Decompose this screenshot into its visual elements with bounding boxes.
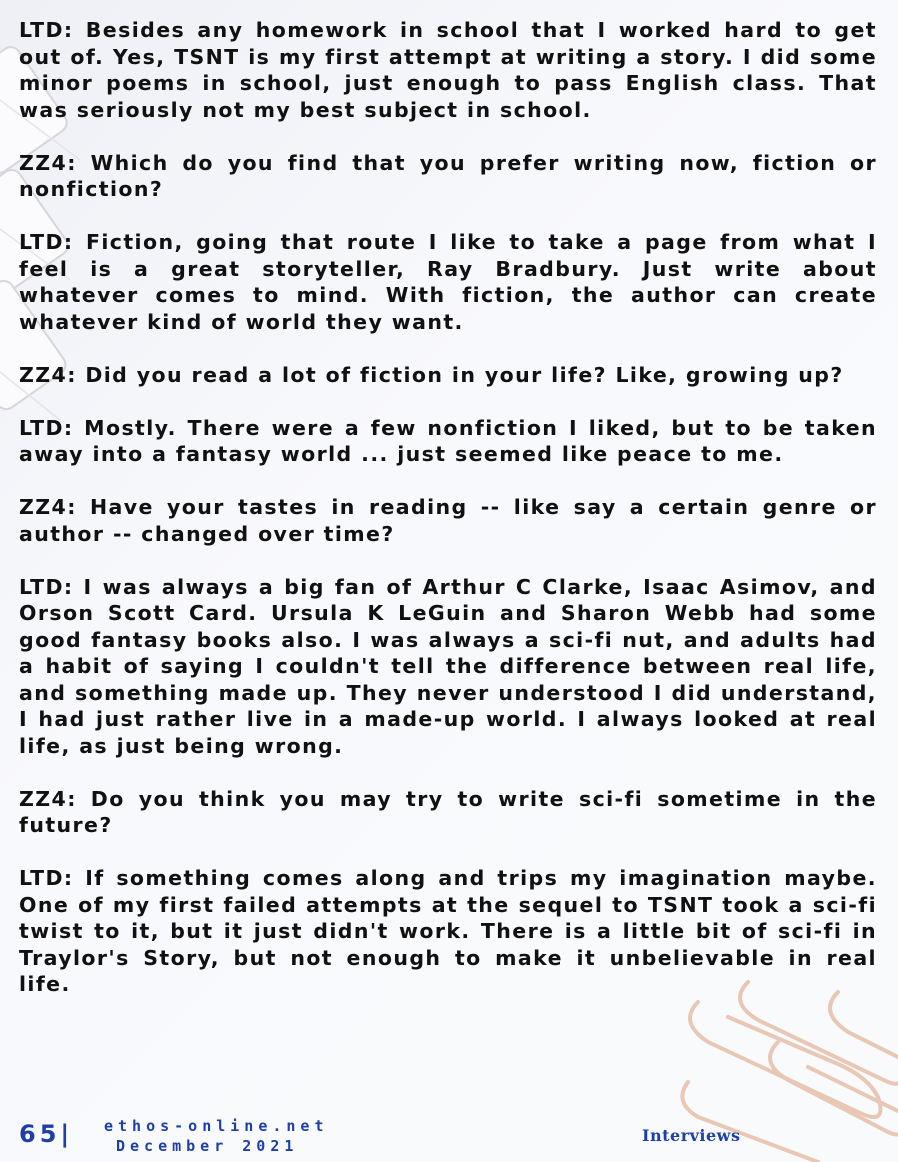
interview-article — [19, 17, 877, 1024]
paragraph: LTD: I was always a big fan of Arthur C Clarke, Isaac Asimov, and Orson Scott Card. Ursula K LeGuin and Sharon Webb had some good fantasy books also. I was always a sci-fi nut, and adults had a habit of saying I couldn't tell the difference between real life, and something made up. They never understood I did understand, I had just rather live in a made-up world. I always looked at real life, as just being wrong. — [19, 574, 877, 758]
paragraph: ZZ4: Have your tastes in reading -- like say a certain genre or author -- changed over time? — [19, 495, 877, 546]
paragraph: LTD: Mostly. There were a few nonfiction I liked, but to be taken away into a fantasy world ... just seemed like peace to me. — [19, 415, 877, 466]
paragraph: ZZ4: Did you read a lot of fiction in your life? Like, growing up? — [19, 362, 844, 387]
paragraph: ZZ4: Which do you find that you prefer writing now, fiction or nonfiction? — [19, 150, 877, 201]
footer-publication — [104, 1116, 329, 1156]
issue-date: December 2021 — [116, 1137, 299, 1155]
section-label: Interviews — [642, 1126, 741, 1145]
page-number: 65| — [19, 1120, 74, 1148]
paragraph: LTD: Besides any homework in school that I worked hard to get out of. Yes, TSNT is my first attempt at writing a story. I did some minor poems in school, just enough to pass English class. That was seriously not my best subject in school. — [19, 18, 877, 122]
paragraph: LTD: Fiction, going that route I like to take a page from what I feel is a great storyteller, Ray Bradbury. Just write about whatever comes to mind. With fiction, the author can create whatever kind of world they want. — [19, 230, 877, 334]
paragraph: LTD: If something comes along and trips my imagination maybe. One of my first failed attempts at the sequel to TSNT took a sci-fi twist to it, but it just didn't work. There is a little bit of sci-fi in Traylor's Story, but not enough to make it unbelievable in real life. — [19, 866, 877, 996]
site-url[interactable]: ethos-online.net — [104, 1117, 329, 1135]
paragraph: ZZ4: Do you think you may try to write sci-fi sometime in the future? — [19, 786, 877, 837]
